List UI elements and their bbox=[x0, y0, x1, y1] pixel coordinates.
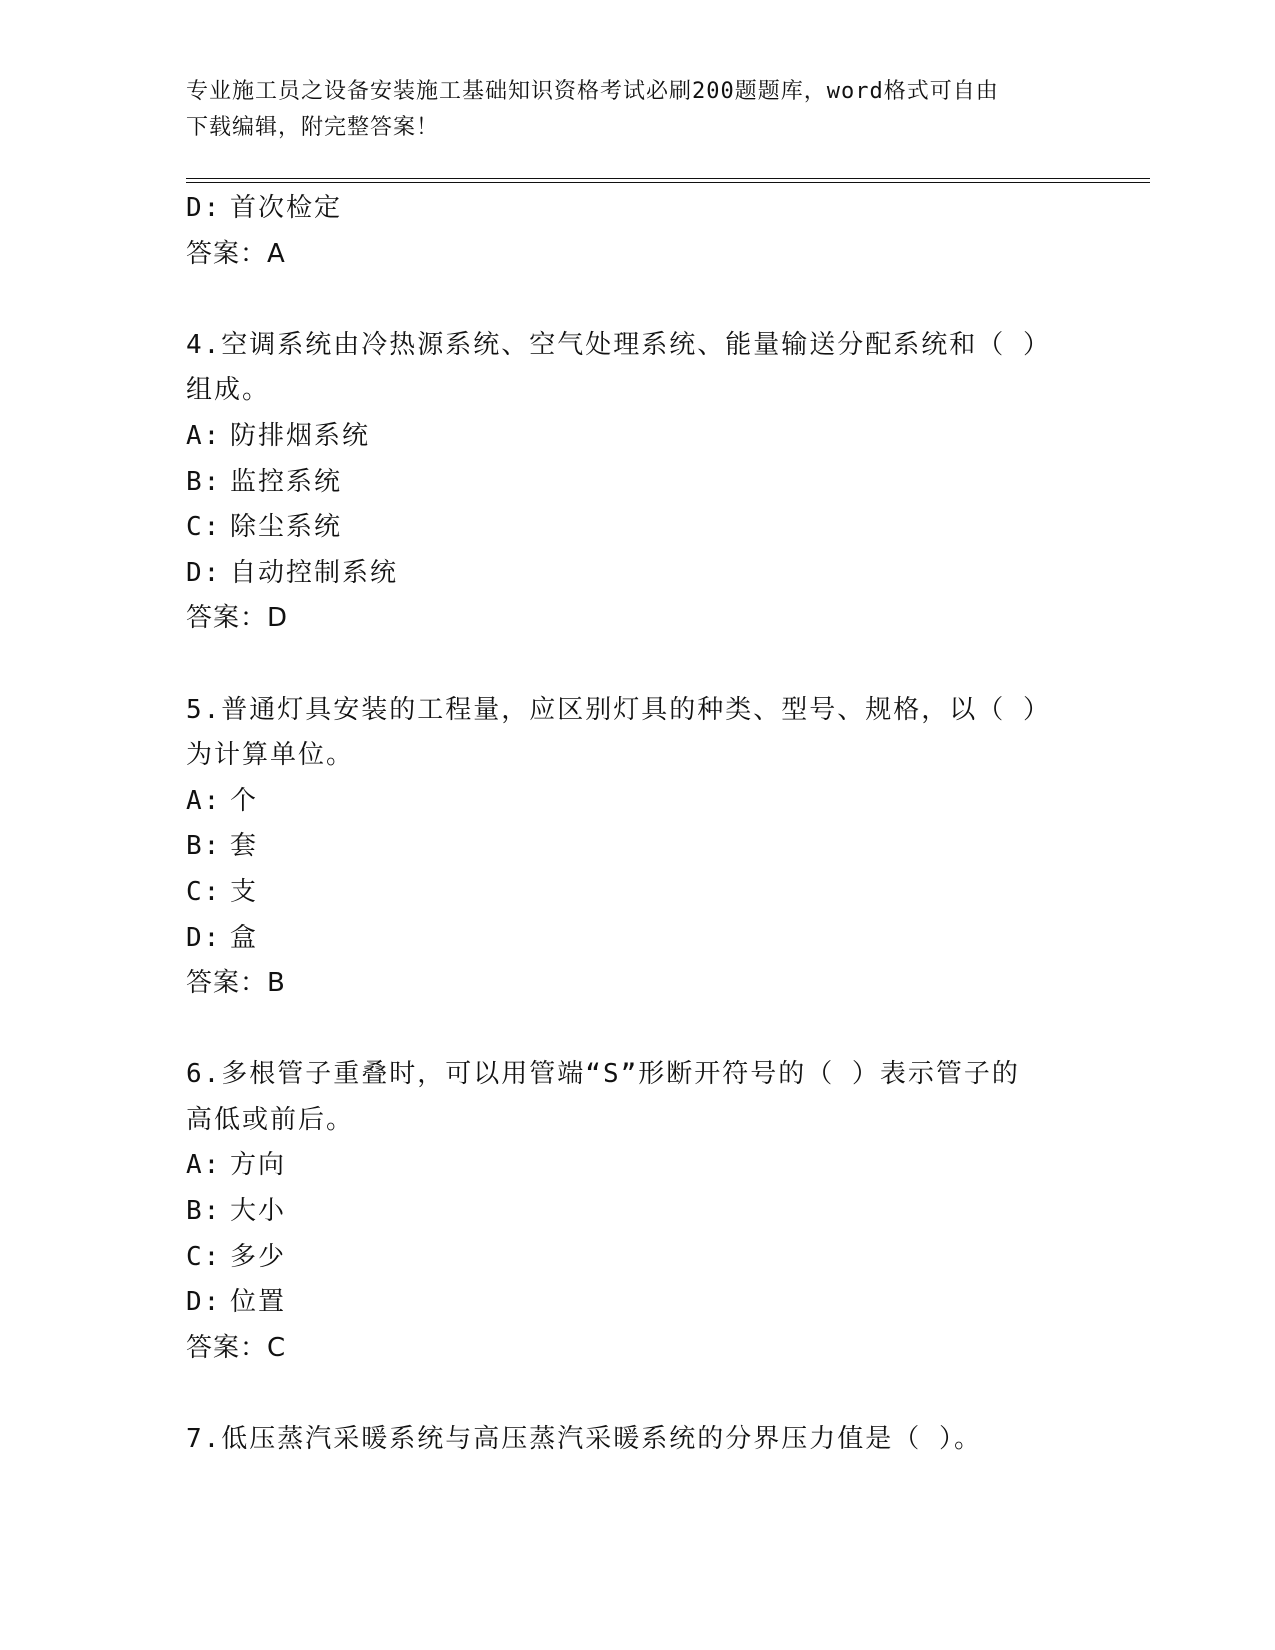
option-label: D: bbox=[186, 1287, 222, 1318]
option-text: 防排烟系统 bbox=[230, 420, 371, 451]
option-label: C: bbox=[186, 876, 222, 907]
option-label: C: bbox=[186, 512, 222, 543]
option-a bbox=[186, 414, 1086, 460]
question-text-cont: 为计算单位。 bbox=[186, 740, 355, 771]
option-text: 位置 bbox=[230, 1287, 287, 1318]
option-text: 套 bbox=[230, 831, 259, 862]
option-label: A: bbox=[186, 1150, 222, 1181]
option-d bbox=[186, 1280, 1086, 1326]
option-b bbox=[186, 460, 1086, 506]
option-label: B: bbox=[186, 466, 222, 497]
option-label: A: bbox=[186, 420, 222, 451]
option-text: 盒 bbox=[230, 922, 259, 953]
question-text: 7.低压蒸汽采暖系统与高压蒸汽采暖系统的分界压力值是（ ）。 bbox=[186, 1424, 982, 1455]
option-b bbox=[186, 1189, 1086, 1235]
question-text: 6.多根管子重叠时，可以用管端“S”形断开符号的（ ）表示管子的 bbox=[186, 1059, 1020, 1090]
option-b bbox=[186, 824, 1086, 870]
option-text: 自动控制系统 bbox=[230, 557, 399, 588]
option-text: 个 bbox=[230, 785, 259, 816]
option-label: B: bbox=[186, 831, 222, 862]
option-c bbox=[186, 505, 1086, 551]
option-text: 多少 bbox=[230, 1241, 287, 1272]
option-label: C: bbox=[186, 1241, 222, 1272]
document-header bbox=[186, 74, 1066, 146]
header-line-1: 专业施工员之设备安装施工基础知识资格考试必刷200题题库，word格式可自由 bbox=[186, 79, 999, 104]
option-label: D: bbox=[186, 193, 222, 223]
answer: 答案：C bbox=[186, 1332, 287, 1363]
header-line-2: 下载编辑，附完整答案！ bbox=[186, 115, 440, 140]
question-text: 5.普通灯具安装的工程量，应区别灯具的种类、型号、规格，以（ ） bbox=[186, 694, 1051, 725]
option-label: A: bbox=[186, 785, 222, 816]
option-c bbox=[186, 870, 1086, 916]
option-text: 首次检定 bbox=[230, 193, 343, 223]
question-text-cont: 高低或前后。 bbox=[186, 1104, 355, 1135]
answer: 答案：D bbox=[186, 603, 289, 634]
option-label: B: bbox=[186, 1196, 222, 1227]
option-d bbox=[186, 916, 1086, 962]
option-label: D: bbox=[186, 557, 222, 588]
header-rule-bottom bbox=[186, 182, 1150, 183]
question-text: 4.空调系统由冷热源系统、空气处理系统、能量输送分配系统和（ ） bbox=[186, 329, 1051, 360]
option-text: 支 bbox=[230, 876, 259, 907]
answer: 答案：B bbox=[186, 968, 286, 999]
option-a bbox=[186, 779, 1086, 825]
answer: 答案：A bbox=[186, 238, 286, 269]
option-c bbox=[186, 1235, 1086, 1281]
question-content bbox=[186, 186, 1086, 1463]
question-text-cont: 组成。 bbox=[186, 375, 271, 406]
option-d bbox=[186, 551, 1086, 597]
option-text: 除尘系统 bbox=[230, 512, 343, 543]
option-a bbox=[186, 1143, 1086, 1189]
option-d bbox=[186, 186, 1086, 232]
option-label: D: bbox=[186, 922, 222, 953]
header-rule-top bbox=[186, 178, 1150, 179]
option-text: 大小 bbox=[230, 1196, 287, 1227]
option-text: 监控系统 bbox=[230, 466, 343, 497]
option-text: 方向 bbox=[230, 1150, 287, 1181]
